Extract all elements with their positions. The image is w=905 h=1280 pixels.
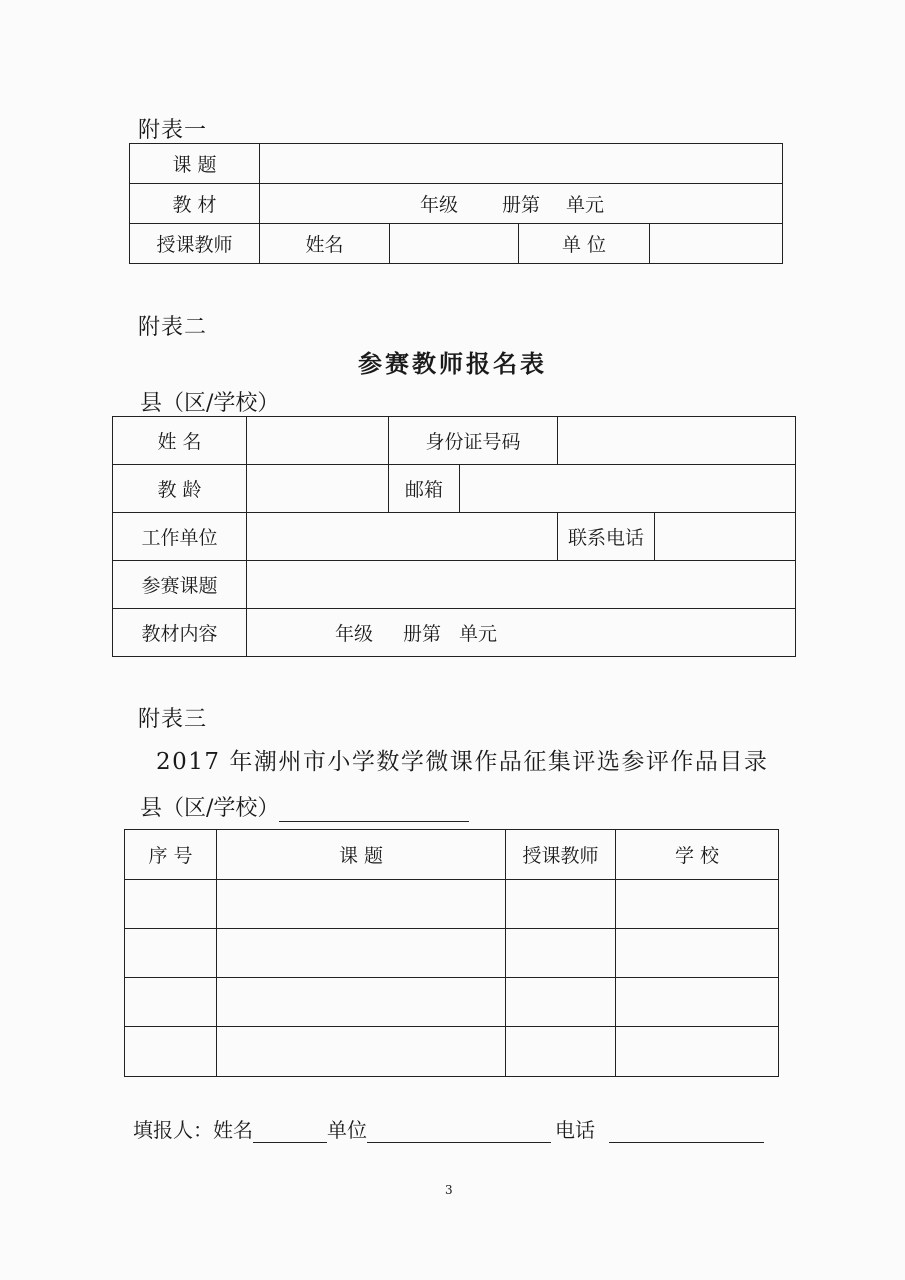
table3-cell[interactable] xyxy=(125,1027,217,1077)
table2-work-field[interactable] xyxy=(247,513,558,561)
filler-unit-label: 单位 xyxy=(327,1118,367,1142)
table-row xyxy=(125,1027,779,1077)
table3-cell[interactable] xyxy=(506,1027,616,1077)
filler-label: 填报人： xyxy=(133,1118,213,1142)
table2-phone-label: 联系电话 xyxy=(558,513,655,561)
table1-unit-label: 单 位 xyxy=(519,224,650,264)
table3-title: 2017 年潮州市小学数学微课作品征集评选参评作品目录 xyxy=(156,749,769,775)
filler-name-field[interactable] xyxy=(253,1118,327,1143)
table2-email-label: 邮箱 xyxy=(389,465,460,513)
table2-grade-text: 年级 xyxy=(335,623,374,645)
table3-cell[interactable] xyxy=(217,978,506,1027)
table3-header-index: 序 号 xyxy=(125,830,217,880)
table2-name-label: 姓 名 xyxy=(113,417,247,465)
table2-age-label: 教 龄 xyxy=(113,465,247,513)
table1-grade-text: 年级 xyxy=(420,194,459,216)
table-row xyxy=(125,880,779,929)
table2-unit-text: 单元 xyxy=(459,623,498,645)
table1-volume-text: 册第 xyxy=(502,194,541,216)
filler-name-label: 姓名 xyxy=(213,1118,253,1142)
table2-email-field[interactable] xyxy=(460,465,796,513)
table-row xyxy=(125,978,779,1027)
filler-line xyxy=(133,1114,764,1143)
table3-county-field[interactable] xyxy=(279,797,469,822)
table1-label: 附表一 xyxy=(138,118,208,143)
table3-county-label: 县（区/学校） xyxy=(140,796,280,821)
table3-cell[interactable] xyxy=(616,1027,779,1077)
page-number: 3 xyxy=(445,1183,453,1197)
table2-county-label: 县（区/学校） xyxy=(140,391,280,416)
table2-phone-field[interactable] xyxy=(655,513,796,561)
table3-header-teacher: 授课教师 xyxy=(506,830,616,880)
table3-header-school: 学 校 xyxy=(616,830,779,880)
table1 xyxy=(129,143,783,264)
table2-county-line xyxy=(140,386,469,417)
table3-label: 附表三 xyxy=(138,707,208,732)
table1-material-field[interactable] xyxy=(260,184,783,224)
table2-age-field[interactable] xyxy=(247,465,389,513)
table3-cell[interactable] xyxy=(616,880,779,929)
table2-county-field[interactable] xyxy=(279,392,469,417)
table3-cell[interactable] xyxy=(506,929,616,978)
table3-cell[interactable] xyxy=(125,929,217,978)
table3-cell[interactable] xyxy=(506,880,616,929)
table2-material-field[interactable] xyxy=(247,609,796,657)
table3-cell[interactable] xyxy=(125,978,217,1027)
filler-phone-label: 电话 xyxy=(555,1118,595,1142)
table2-topic-field[interactable] xyxy=(247,561,796,609)
table2-id-label: 身份证号码 xyxy=(389,417,558,465)
table1-name-label: 姓名 xyxy=(260,224,390,264)
table1-unit-text: 单元 xyxy=(566,194,605,216)
table2-material-label: 教材内容 xyxy=(113,609,247,657)
table2-label: 附表二 xyxy=(138,315,208,340)
table3 xyxy=(124,829,779,1077)
table3-header-topic: 课 题 xyxy=(217,830,506,880)
filler-unit-field[interactable] xyxy=(367,1118,551,1143)
table1-unit-field[interactable] xyxy=(650,224,783,264)
table2-name-field[interactable] xyxy=(247,417,389,465)
table-row xyxy=(125,929,779,978)
table1-name-field[interactable] xyxy=(390,224,519,264)
table1-topic-field[interactable] xyxy=(260,144,783,184)
table2-topic-label: 参赛课题 xyxy=(113,561,247,609)
table1-topic-label: 课 题 xyxy=(130,144,260,184)
table3-cell[interactable] xyxy=(506,978,616,1027)
table3-cell[interactable] xyxy=(616,978,779,1027)
table1-material-label: 教 材 xyxy=(130,184,260,224)
table2 xyxy=(112,416,796,657)
filler-phone-field[interactable] xyxy=(609,1118,764,1143)
table3-cell[interactable] xyxy=(217,929,506,978)
table2-id-field[interactable] xyxy=(558,417,796,465)
table1-teacher-label: 授课教师 xyxy=(130,224,260,264)
table3-county-line xyxy=(140,791,469,822)
table3-cell[interactable] xyxy=(217,880,506,929)
table3-cell[interactable] xyxy=(616,929,779,978)
table3-cell[interactable] xyxy=(217,1027,506,1077)
table3-cell[interactable] xyxy=(125,880,217,929)
table2-work-label: 工作单位 xyxy=(113,513,247,561)
table2-volume-text: 册第 xyxy=(403,623,442,645)
table2-title: 参赛教师报名表 xyxy=(358,349,547,378)
